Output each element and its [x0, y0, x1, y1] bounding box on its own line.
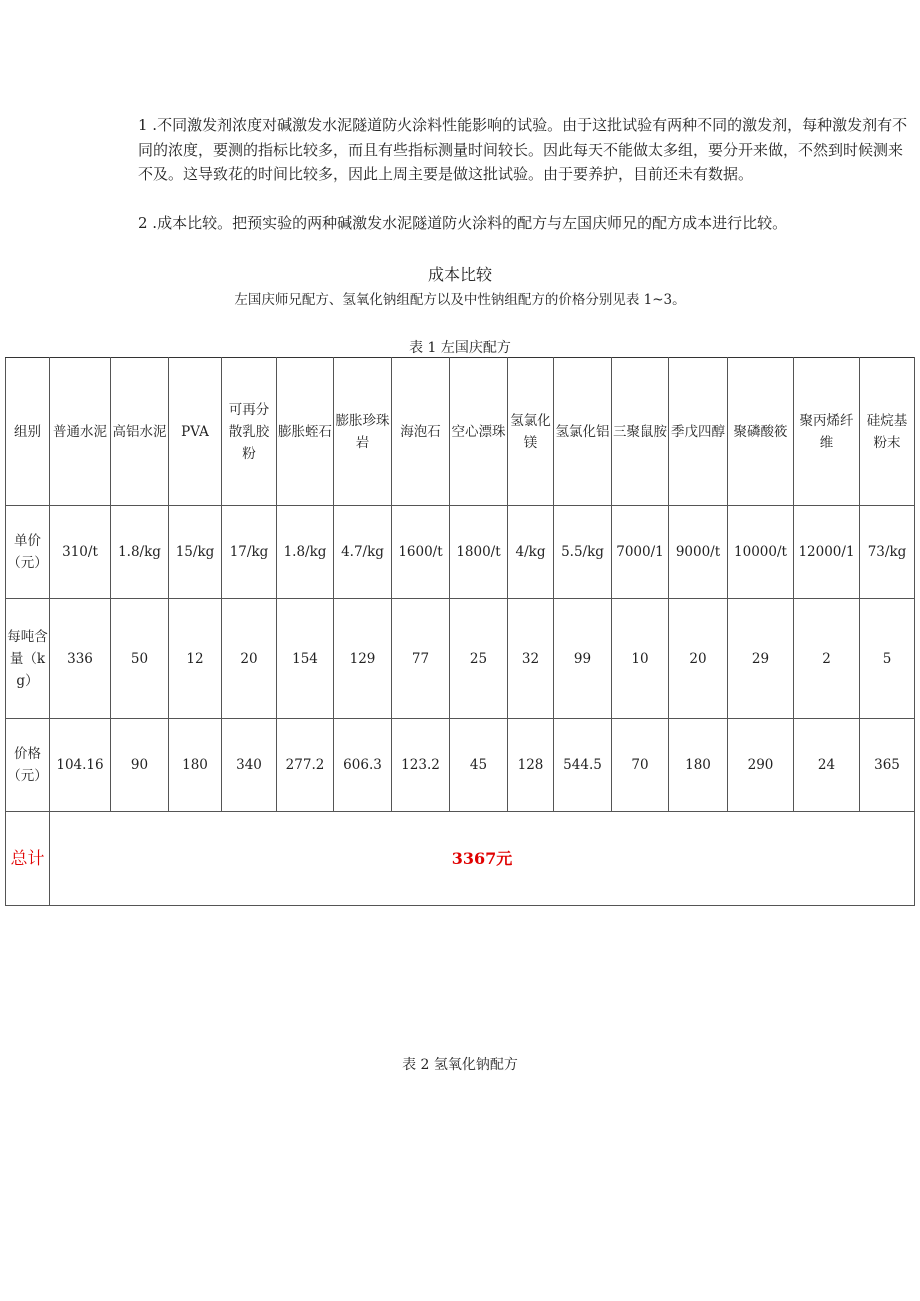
table-cell: 1800/t — [450, 506, 508, 599]
table-cell: 336 — [50, 599, 111, 719]
table-cell: 104.16 — [50, 719, 111, 812]
table-cell: 340 — [222, 719, 277, 812]
table-cell: 29 — [728, 599, 794, 719]
table-row — [6, 506, 915, 599]
table-cell: 24 — [794, 719, 860, 812]
table-cell: 聚磷酸筱 — [728, 358, 794, 506]
total-row — [6, 812, 915, 906]
table-cell: 氢氯化镁 — [508, 358, 554, 506]
table2-caption: 表 2 氢氧化钠配方 — [402, 1057, 518, 1073]
table-cell: 1.8/kg — [111, 506, 169, 599]
table-cell: 10 — [612, 599, 669, 719]
total-label: 总计 — [6, 812, 50, 906]
table-cell: 544.5 — [554, 719, 612, 812]
table-cell: 高铝水泥 — [111, 358, 169, 506]
table-cell: 空心漂珠 — [450, 358, 508, 506]
table-cell: 价格（元） — [6, 719, 50, 812]
table-cell: 组别 — [6, 358, 50, 506]
total-value: 3367元 — [50, 812, 915, 906]
table-cell: 膨胀蛭石 — [277, 358, 334, 506]
table-cell: 90 — [111, 719, 169, 812]
table-cell: 123.2 — [392, 719, 450, 812]
section-intro: 左国庆师兄配方、氢氧化钠组配方以及中性钠组配方的价格分别见表 1~3。 — [234, 292, 686, 308]
table-cell: 4/kg — [508, 506, 554, 599]
table-cell: 20 — [222, 599, 277, 719]
table-cell: 1.8/kg — [277, 506, 334, 599]
table-cell: 20 — [669, 599, 728, 719]
table-cell: 154 — [277, 599, 334, 719]
table-cell: 606.3 — [334, 719, 392, 812]
table-cell: 1600/t — [392, 506, 450, 599]
table-cell: 73/kg — [860, 506, 915, 599]
table-cell: 310/t — [50, 506, 111, 599]
table-cell: 每吨含量（kg） — [6, 599, 50, 719]
table-cell: 128 — [508, 719, 554, 812]
paragraph-1: 1 .不同激发剂浓度对碱激发水泥隧道防火涂料性能影响的试验。由于这批试验有两种不同的激发剂，每种激发剂有不同的浓度，要测的指标比较多，而且有些指标测量时间较长。因此每天不能做太多组，要分开来做，不然到时候测来不及。这导致花的时间比较多，因此上周主要是做这批试验。由于要养护，目前还未有数据。 — [138, 116, 908, 183]
table-cell: 70 — [612, 719, 669, 812]
table-cell: 15/kg — [169, 506, 222, 599]
table-cell: 12 — [169, 599, 222, 719]
table-cell: 膨胀珍珠岩 — [334, 358, 392, 506]
table-cell: 氢氯化铝 — [554, 358, 612, 506]
table-row — [6, 719, 915, 812]
table-cell: 50 — [111, 599, 169, 719]
table-cell: 277.2 — [277, 719, 334, 812]
table-cell: 77 — [392, 599, 450, 719]
table-cell: 硅烷基粉末 — [860, 358, 915, 506]
table-cell: 季戊四醇 — [669, 358, 728, 506]
table-cell: 290 — [728, 719, 794, 812]
table-cell: 180 — [669, 719, 728, 812]
cost-table-1 — [5, 357, 915, 906]
table-cell: PVA — [169, 358, 222, 506]
paragraph-2: 2 .成本比较。把预实验的两种碱激发水泥隧道防火涂料的配方与左国庆师兄的配方成本进行比较。 — [138, 214, 788, 232]
table-cell: 17/kg — [222, 506, 277, 599]
table-cell: 聚丙烯纤维 — [794, 358, 860, 506]
table-cell: 2 — [794, 599, 860, 719]
table1-caption: 表 1 左国庆配方 — [409, 340, 511, 356]
table-cell: 7000/1 — [612, 506, 669, 599]
table-cell: 12000/1 — [794, 506, 860, 599]
table-cell: 可再分散乳胶粉 — [222, 358, 277, 506]
table-cell: 9000/t — [669, 506, 728, 599]
table-cell: 5 — [860, 599, 915, 719]
table-cell: 单价（元） — [6, 506, 50, 599]
section-title: 成本比较 — [427, 265, 492, 284]
table-cell: 45 — [450, 719, 508, 812]
table-cell: 180 — [169, 719, 222, 812]
table-cell: 海泡石 — [392, 358, 450, 506]
header-row — [6, 358, 915, 506]
table-cell: 25 — [450, 599, 508, 719]
table-row — [6, 599, 915, 719]
table-cell: 365 — [860, 719, 915, 812]
table-cell: 普通水泥 — [50, 358, 111, 506]
table-cell: 99 — [554, 599, 612, 719]
table-cell: 5.5/kg — [554, 506, 612, 599]
table-cell: 三聚鼠胺 — [612, 358, 669, 506]
table-cell: 10000/t — [728, 506, 794, 599]
table-cell: 129 — [334, 599, 392, 719]
table-cell: 32 — [508, 599, 554, 719]
table-cell: 4.7/kg — [334, 506, 392, 599]
